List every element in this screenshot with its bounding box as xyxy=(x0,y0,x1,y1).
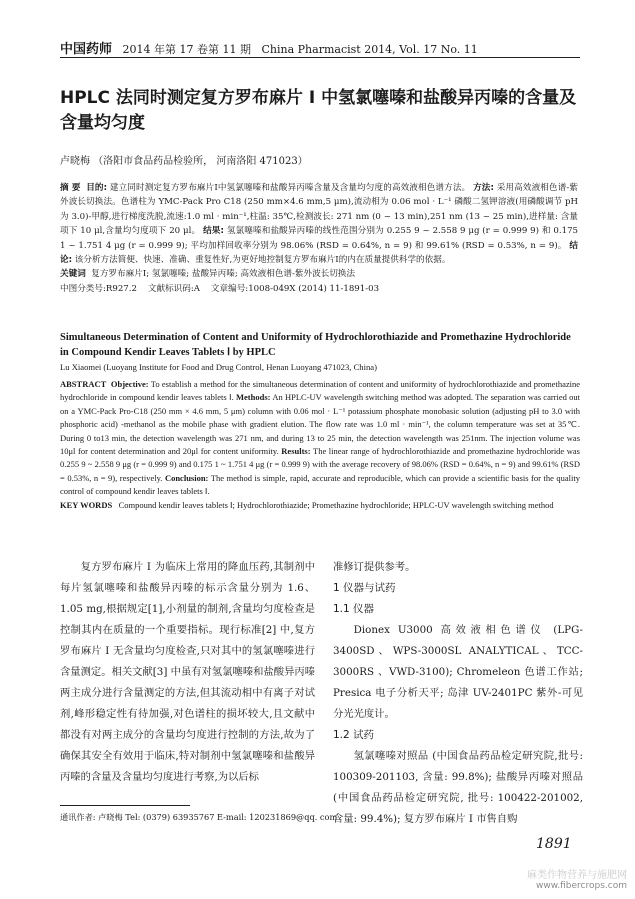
abstract-cn xyxy=(60,181,578,296)
body-left-column xyxy=(60,557,315,788)
instruments-paragraph: Dionex U3000 高效液相色谱仪 (LPG-3400SD、WPS-3000SL ANALYTICAL、TCC-3000RS 、VWD-3100); Chromeleon 色谱工作站; Presica 电子分析天平; 岛津 UV-2401PC 紫外-可见分光光度计。 xyxy=(333,624,583,720)
author-cn: 卢晓梅 （洛阳市食品药品检验所， 河南洛阳 471023） xyxy=(60,156,308,167)
issue-cn: 2014 年第 17 卷第 11 期 xyxy=(122,43,251,56)
objective-cn: 建立同时测定复方罗布麻片Ⅰ中氢氯噻嗪和盐酸异丙嗪含量及含量均匀度的高效液相色谱方法。 xyxy=(109,183,471,193)
clc-label: 中图分类号: xyxy=(60,283,106,294)
author-en: Lu Xiaomei (Luoyang Institute for Food and Drug Control, Henan Luoyang 471023, China) xyxy=(60,362,377,372)
intro-continuation: 准修订提供参考。 xyxy=(333,561,416,573)
watermark xyxy=(527,866,627,891)
conclusion-label-en: Conclusion: xyxy=(164,472,209,483)
method-label-cn: 方法: xyxy=(473,183,494,193)
results-label-en: Results: xyxy=(281,446,311,457)
issue-en: China Pharmacist 2014, Vol. 17 No. 11 xyxy=(261,43,478,56)
keywords-label-en: KEY WORDS xyxy=(60,499,113,510)
conclusion-en: The method is simple, rapid, accurate and reproducible, which can provide a scientific basis for the quality control of compound kendir leaves tablets Ⅰ. xyxy=(60,472,580,497)
footnote: 通讯作者: 卢晓梅 Tel: (0379) 63935767 E-mail: 120231869@qq. com xyxy=(60,812,338,822)
objective-label-en: Objective: xyxy=(110,379,149,389)
section-1-1-heading: 1.1 仪器 xyxy=(333,603,375,615)
journal-name-cn: 中国药师 xyxy=(60,42,113,57)
section-1-2-heading: 1.2 试药 xyxy=(333,729,375,741)
clc-value: R927.2 xyxy=(105,283,137,294)
header-rule xyxy=(60,57,580,58)
article-number-value: 1008-049X (2014) 11-1891-03 xyxy=(248,283,380,294)
results-en: The linear range of hydrochlorothiazide and promethazine hydrochloride was 0.255 9 ~ 2.558 9 μg (r = 0.999 9) and 0.175 1 ~ 1.751 4 μg (r = 0.999 9) with the average recovery of 98.06% (RSD = 0.64%, n = 9) and 99.61% (RSD = 0.53%, n = 9), respectively. xyxy=(60,446,580,483)
result-label-cn: 结果: xyxy=(203,226,224,237)
doc-code-label: 文献标识码: xyxy=(147,283,194,294)
keywords-label-cn: 关键词 xyxy=(60,269,86,280)
methods-en: An HPLC-UV wavelength switching method was adopted. The separation was carried out on a YMC-Pack Pro-C18 (250 mm × 4.6 mm, 5 μm) column with 0.06 mol · L⁻¹ potassium phosphate monobasic solution (adjusting pH to 3.0 with phosphoric acid) -methanol as the mobile phase with gradient elution. The flow rate was 1.0 ml · min⁻¹, the column temperature was set at 35℃. During 0 to13 min, the detection wavelength was 271 nm, and during 13 to 25 min, the detection wavelength was 251nm. The injection volume was 10μl for content determination and 20μl for content uniformity. xyxy=(60,392,581,457)
conclusion-cn: 该分析方法简便、快速、准确、重复性好,为更好地控制复方罗布麻片Ⅰ的内在质量提供科学的依据。 xyxy=(74,255,451,266)
reagents-paragraph: 氢氯噻嗪对照品 (中国食品药品检定研究院,批号: 100309-201103, 含量: 99.8%); 盐酸异丙嗪对照品 (中国食品药品检定研究院, 批号: 100422-201002, 含量: 99.4%); 复方罗布麻片 Ⅰ 市售自购 xyxy=(333,750,583,825)
article-number-label: 文章编号: xyxy=(210,283,249,294)
footnote-rule xyxy=(60,805,190,806)
result-cn: 氢氯噻嗪和盐酸异丙嗪的线性范围分别为 0.255 9 ~ 2.558 9 μg (r = 0.999 9) 和 0.175 1 ~ 1.751 4 μg (r = 0.999 9); 平均加样回收率分别为 98.06% (RSD = 0.64%, n = 9) 和 99.61% (RSD = 0.53%, n = 9)。 xyxy=(60,226,579,251)
methods-label-en: Methods: xyxy=(236,392,271,403)
keywords-cn: 复方罗布麻片Ⅰ; 氢氯噻嗪; 盐酸异丙嗪; 高效液相色谱-紫外波长切换法 xyxy=(91,269,356,280)
objective-label-cn: 目的: xyxy=(86,183,108,193)
title-en: Simultaneous Determination of Content and Uniformity of Hydrochlorothiazide and Promethazine Hydrochloride in Compound Kendir Leaves Tablets Ⅰ by HPLC xyxy=(60,332,571,358)
abstract-cn-label: 摘 要 xyxy=(60,183,81,193)
objective-en: To establish a method for the simultaneous determination of content and uniformity of hydrochlorothiazide and promethazine hydrochloride in compound kendir leaves tablets Ⅰ. xyxy=(60,379,580,403)
body-right-column xyxy=(333,557,583,830)
title-cn: HPLC 法同时测定复方罗布麻片 Ⅰ 中氢氯噻嗪和盐酸异丙嗪的含量及含量均匀度 xyxy=(60,88,577,133)
doc-code-value: A xyxy=(193,283,200,294)
journal-header xyxy=(60,38,478,57)
conclusion-label-cn: 结论: xyxy=(60,240,579,266)
abstract-en xyxy=(60,378,580,512)
section-1-heading: 1 仪器与试药 xyxy=(333,582,396,594)
page-number: 1891 xyxy=(536,836,572,852)
keywords-en: Compound kendir leaves tablets Ⅰ; Hydrochlorothiazide; Promethazine hydrochloride; HPLC-UV wavelength switching method xyxy=(118,499,554,510)
intro-paragraph: 复方罗布麻片 Ⅰ 为临床上常用的降血压药,其制剂中每片氢氯噻嗪和盐酸异丙嗪的标示含量分别为 1.6、1.05 mg,根据规定[1],小剂量的制剂,含量均匀度检查是控制其内在质量的一个重要指标。现行标准[2] 中,复方罗布麻片 Ⅰ 无含量均匀度检查,只对其中的氢氯噻嗪进行含量测定。相关文献[3] 中虽有对氢氯噻嗪和盐酸异丙嗪两主成分进行含量测定的方法,但其流动相中有离子对试剂,峰形稳定性有待加强,对色谱柱的损坏较大,且文献中都没有对两主成分的含量均匀度进行控制的方法,故为了确保其安全有效用于临床,特对制剂中氢氯噻嗪和盐酸异丙嗪的含量及含量均匀度进行考察,为以后标 xyxy=(60,561,315,783)
abstract-en-label: ABSTRACT xyxy=(60,379,107,389)
method-cn: 采用高效液相色谱-紫外波长切换法。色谱柱为 YMC-Pack Pro C18 (250 mm×4.6 mm,5 μm),流动相为 0.06 mol · L⁻¹ 磷酸二氢钾溶液(用磷酸调节 pH 为 3.0)-甲醇,进行梯度洗脱,流速:1.0 ml · min⁻¹,柱温: 35℃,检测波长: 271 nm (0 ~ 13 min),251 nm (13 ~ 25 min),进样量: 含量项下 10 μl,含量均匀度项下 20 μl。 xyxy=(60,183,578,237)
watermark-cn: 麻类作物营养与施肥网 xyxy=(527,870,627,881)
watermark-url: www.fibercrops.com xyxy=(536,881,627,891)
